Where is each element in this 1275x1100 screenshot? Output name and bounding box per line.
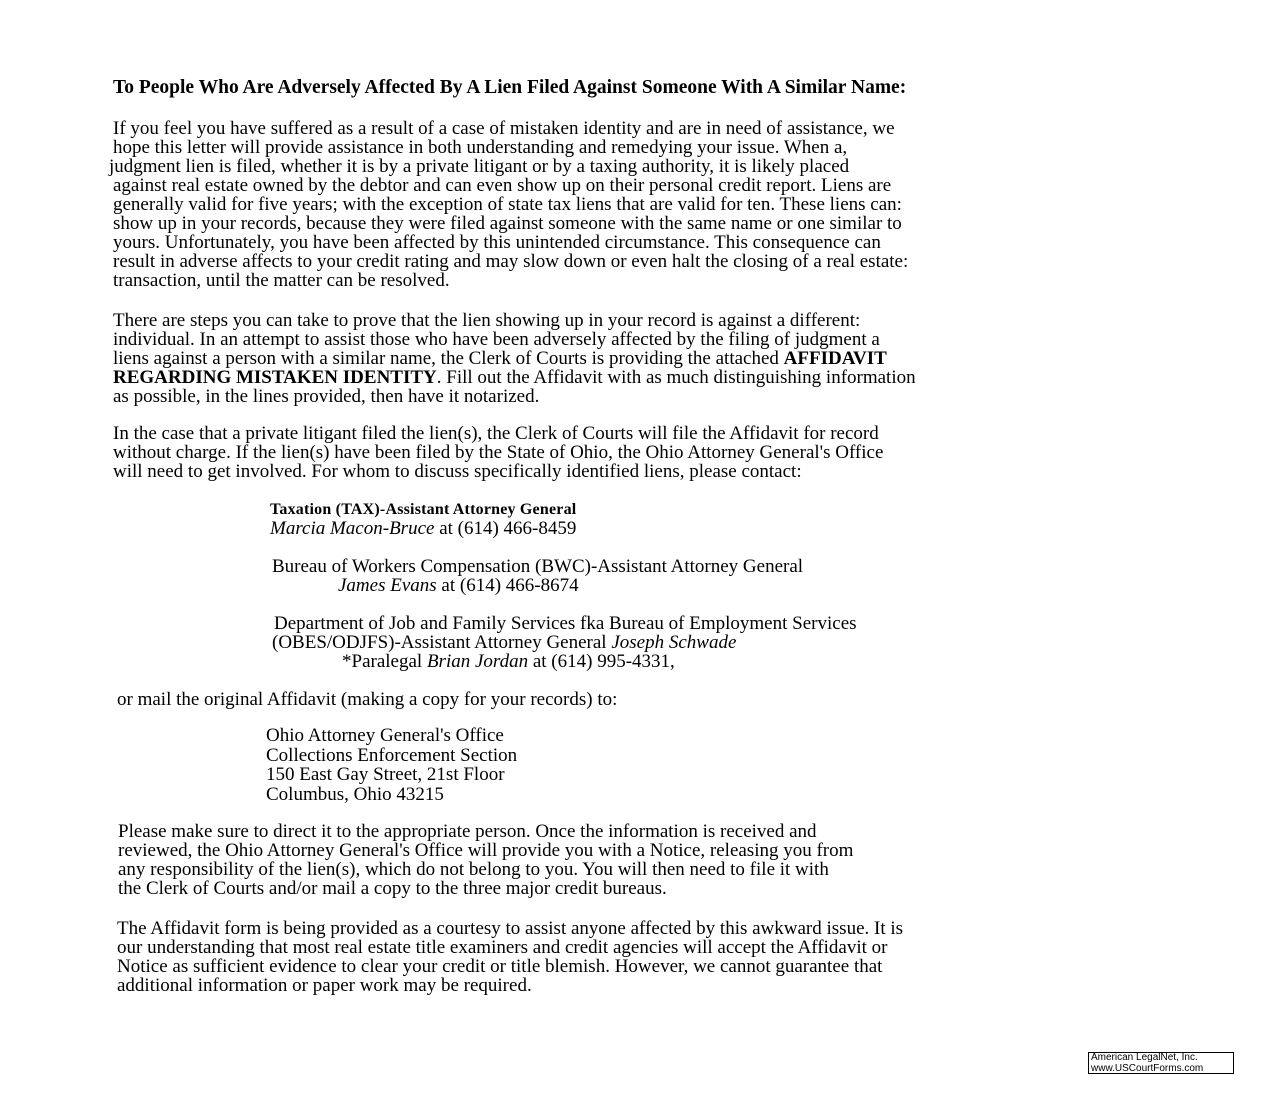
contact-intro-paragraph [113,424,1173,481]
paragraph-line: our understanding that most real estate title examiners and credit agencies will accept the Affidavit or [117,937,888,958]
paragraph-line: yours. Unfortunately, you have been affected by this unintended circumstance. This consequence can [113,232,881,253]
paragraph-line: If you feel you have suffered as a result of a case of mistaken identity and are in need of assistance, we [113,118,895,139]
contact-title: Department of Job and Family Services fka Bureau of Employment Services [274,613,857,634]
paragraph-line: Notice as sufficient evidence to clear your credit or title blemish. However, we cannot guarantee that [117,956,883,977]
paragraph-line [113,349,1173,368]
contact-title-part: (OBES/ODJFS)-Assistant Attorney General [272,632,612,653]
contact-line [274,652,857,671]
paragraph-line: individual. In an attempt to assist those who have been adversely affected by the filing of judgment a [113,330,880,349]
paragraph-line: generally valid for five years; with the exception of state tax liens that are valid for ten. These liens can: [113,194,902,215]
contact-phone: at (614) 995-4331, [528,651,675,672]
paragraph-line: In the case that a private litigant filed the lien(s), the Clerk of Courts will file the Affidavit for record [113,423,879,444]
paragraph-line: any responsibility of the lien(s), which do not belong to you. You will then need to file it with [118,859,829,880]
contact-name: James Evans [338,575,437,596]
mailing-address [266,726,517,804]
contact-phone: at (614) 466-8459 [434,518,577,539]
address-line: Collections Enforcement Section [266,744,518,766]
contact-name: Joseph Schwade [611,632,737,653]
paragraph-line: result in adverse affects to your credit rating and may slow down or even halt the closing of a real estate: [113,251,909,272]
contact-title: Bureau of Workers Compensation (BWC)-Assistant Attorney General [272,556,804,577]
paragraph-line [113,368,1173,387]
contact-role: *Paralegal [342,651,427,672]
contact-taxation [270,500,576,538]
contact-jfs [274,614,857,671]
contact-line [270,519,576,538]
page-heading: To People Who Are Adversely Affected By A Lien Filed Against Someone With A Similar Name: [113,77,907,98]
paragraph-text: liens against a person with a similar name, the Clerk of Courts is providing the attached [113,348,784,369]
stamp-line: www.USCourtForms.com [1091,1062,1204,1074]
paragraph-line: hope this letter will provide assistance in both understanding and remedying your issue. When a, [113,137,848,158]
paragraph-line: additional information or paper work may be required. [117,975,532,996]
paragraph-line: against real estate owned by the debtor and can even show up on their personal credit report. Liens are [113,175,892,196]
stamp-line: American LegalNet, Inc. [1091,1052,1198,1063]
address-line: Columbus, Ohio 43215 [266,783,444,805]
mail-instruction: or mail the original Affidavit (making a copy for your records) to: [117,689,618,710]
steps-paragraph [113,311,1173,406]
paragraph-line: the Clerk of Courts and/or mail a copy to the three major credit bureaus. [118,878,667,899]
contact-bwc [272,557,803,595]
contact-name: Marcia Macon-Bruce [270,518,435,539]
direct-paragraph [118,822,1178,898]
address-line: 150 East Gay Street, 21st Floor [266,764,505,785]
paragraph-line: as possible, in the lines provided, then have it notarized. [113,386,540,407]
publisher-stamp [1088,1052,1234,1074]
paragraph-line: Please make sure to direct it to the appropriate person. Once the information is received and [118,821,817,842]
contact-line [272,633,857,652]
contact-title: Taxation (TAX)-Assistant Attorney General [270,501,577,518]
contact-line [272,576,803,595]
paragraph-line: There are steps you can take to prove that the lien showing up in your record is against a different: [113,310,861,331]
paragraph-line: transaction, until the matter can be resolved. [113,270,450,291]
paragraph-line: The Affidavit form is being provided as a courtesy to assist anyone affected by this awkward issue. It is [117,918,904,939]
contact-phone: at (614) 466-8674 [436,575,579,596]
intro-paragraph [109,118,1173,291]
paragraph-text: . Fill out the Affidavit with as much distinguishing information [436,367,916,388]
address-line: Ohio Attorney General's Office [266,725,504,746]
affidavit-title-part: AFFIDAVIT [783,348,887,369]
paragraph-line: reviewed, the Ohio Attorney General's Office will provide you with a Notice, releasing you from [118,840,854,861]
paragraph-line: judgment lien is filed, whether it is by a private litigant or by a taxing authority, it is likely placed [109,156,850,177]
paragraph-line: show up in your records, because they were filed against someone with the same name or one similar to [113,213,902,234]
contact-name: Brian Jordan [426,651,529,672]
affidavit-title-part: REGARDING MISTAKEN IDENTITY [113,367,437,388]
paragraph-line: will need to get involved. For whom to discuss specifically identified liens, please contact: [113,461,802,482]
courtesy-paragraph [117,919,1177,995]
paragraph-line: without charge. If the lien(s) have been filed by the State of Ohio, the Ohio Attorney General's Office [113,442,884,463]
